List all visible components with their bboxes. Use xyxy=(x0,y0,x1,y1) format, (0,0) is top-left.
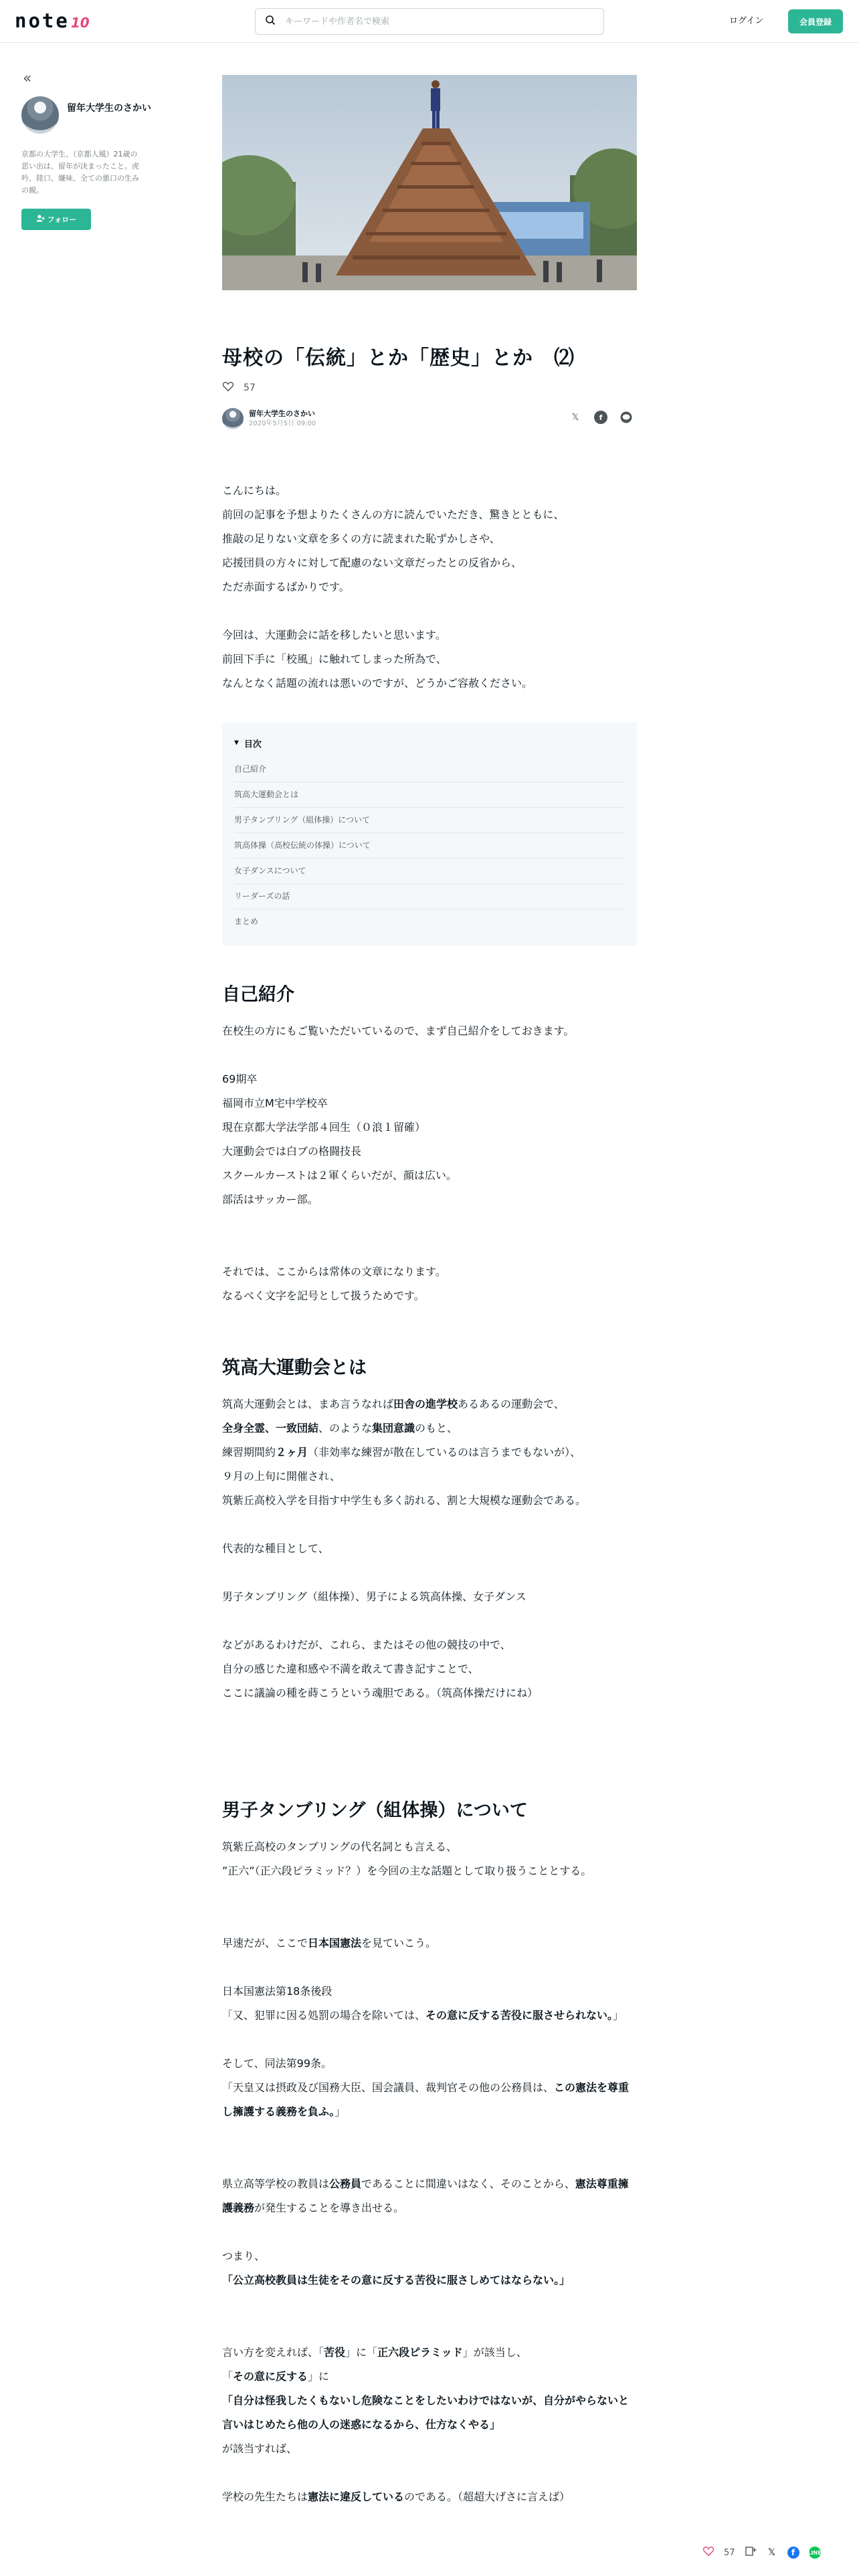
text-line: 69期卒 xyxy=(222,1073,258,1085)
toc-item[interactable]: 自己紹介 xyxy=(234,757,625,782)
text-line: 学校の先生たちは憲法に違反しているのである。（超超大げさに言えば） xyxy=(222,2490,571,2503)
text-line: 筑高大運動会とは、まあ言うなれば田舎の進学校あるあるの運動会で、 xyxy=(222,1398,565,1410)
search-icon xyxy=(265,15,276,28)
text-line: 「公立高校教員は生徒をその意に反する苦役に服さしめてはならない。」 xyxy=(222,2274,571,2286)
author-name[interactable]: 留年大学生のさかい xyxy=(249,409,315,418)
text-line: 言い方を変えれば、「苦役」に「正六段ピラミッド」が該当し、 xyxy=(222,2346,527,2359)
text-line: 部活はサッカー部。 xyxy=(222,1193,318,1206)
text-line: ただ赤面するばかりです。 xyxy=(222,580,350,593)
text-line: 在校生の方にもご覧いただいているので、まず自己紹介をしておきます。 xyxy=(222,1025,575,1037)
intro-paragraph xyxy=(222,479,637,695)
text-line: 「天皇又は摂政及び国務大臣、国会議員、裁判官その他の公務員は、この憲法を尊重し擁護する義務を負ふ。」 xyxy=(222,2081,630,2118)
text-line xyxy=(222,1236,637,1260)
like-count[interactable]: 57 xyxy=(244,383,256,393)
text-line xyxy=(222,1043,637,1067)
text-line: 現在京都大学法学部４回生（０浪１留確） xyxy=(222,1121,426,1134)
text-line: 筑紫丘高校のタンブリングの代名詞とも言える、 xyxy=(222,1840,458,1853)
text-line: 代表的な種目として、 xyxy=(222,1542,329,1555)
float-like-count[interactable]: 57 xyxy=(724,2547,735,2558)
text-line: が該当すれば、 xyxy=(222,2442,298,2455)
text-line: 県立高等学校の教員は公務員であることに間違いはなく、そのことから、憲法尊重擁護義務が発生することを導き出せる。 xyxy=(222,2177,629,2214)
publish-date: 2020年5月5日 09:00 xyxy=(249,420,316,427)
text-line: こんにちは。 xyxy=(222,484,287,497)
text-line: 応援団員の方々に対して配慮のない文章だったとの反省から、 xyxy=(222,556,522,569)
facebook-share-icon[interactable]: f xyxy=(594,411,607,424)
toc-item[interactable]: まとめ xyxy=(234,917,259,926)
search-input[interactable] xyxy=(285,17,579,27)
text-line: 「その意に反する」に xyxy=(222,2370,330,2383)
creator-bio: 京都の大学生。（京都人風）21歳の思い出は、留年が決まったこと。虎吟、陸口、嫌味、全ての悪口の生みの親。 xyxy=(21,150,139,195)
login-link[interactable]: ログイン xyxy=(729,16,764,26)
sports-day-body xyxy=(222,1392,637,1705)
search-box[interactable] xyxy=(255,8,604,35)
signup-button[interactable]: 会員登録 xyxy=(788,9,843,33)
text-line xyxy=(222,1212,637,1236)
text-line: などがあるわけだが、これら、またはその他の競技の中で、 xyxy=(222,1638,511,1651)
section-heading-tumbling: 男子タンブリング（組体操）について xyxy=(222,1800,528,1821)
heart-icon[interactable] xyxy=(222,381,244,395)
note-logo[interactable]: note 10 xyxy=(15,9,90,32)
floating-action-bar xyxy=(702,2545,821,2560)
text-line: それでは、ここからは常体の文章になります。 xyxy=(222,1265,446,1278)
follow-button[interactable] xyxy=(21,209,91,230)
text-line: 今回は、大運動会に話を移したいと思います。 xyxy=(222,629,446,641)
creator-profile xyxy=(21,96,155,134)
text-line: 男子タンブリング（組体操）、男子による筑高体操、女子ダンス xyxy=(222,1590,527,1603)
text-line: 「又、犯罪に因る処罰の場合を除いては、その意に反する苦役に服させられない。」 xyxy=(222,2009,624,2022)
avatar[interactable] xyxy=(21,96,59,134)
text-line: 大運動会では白ブの格闘技長 xyxy=(222,1145,362,1158)
toc-title: 目次 xyxy=(244,739,262,750)
article xyxy=(222,75,637,2509)
table-of-contents xyxy=(222,722,637,946)
toc-item[interactable]: リーダーズの話 xyxy=(234,884,625,909)
text-line: 前回下手に「校風」に触れてしまった所為で、 xyxy=(222,653,447,665)
author-avatar[interactable] xyxy=(222,408,244,429)
hero-image xyxy=(222,75,637,290)
text-line: 「自分は怪我したくもないし危険なことをしたいわけではないが、自分がやらないと言いはじめたら他の人の迷惑になるから、仕方なくやる」 xyxy=(222,2394,630,2431)
add-user-icon xyxy=(36,215,45,224)
article-title: 母校の「伝統」とか「歴史」とか ⑵ xyxy=(222,346,575,370)
float-facebook-share-icon[interactable]: f xyxy=(787,2547,799,2559)
text-line: そして、同法第99条。 xyxy=(222,2057,332,2070)
text-line: 自分の感じた違和感や不満を敢えて書き記すことで、 xyxy=(222,1662,479,1675)
float-x-share-icon[interactable]: 𝕏 xyxy=(767,2547,776,2558)
float-heart-icon[interactable] xyxy=(702,2545,714,2560)
toc-item[interactable]: 筑高大運動会とは xyxy=(234,782,625,808)
x-share-icon[interactable]: 𝕏 xyxy=(571,412,579,423)
section-heading-sports-day: 筑高大運動会とは xyxy=(222,1358,367,1378)
line-share-icon[interactable] xyxy=(619,411,633,424)
text-line: 筑紫丘高校入学を目指す中学生も多く訪れる、割と大規模な運動会である。 xyxy=(222,1494,587,1507)
collapse-sidebar-icon[interactable]: « xyxy=(23,70,32,87)
toc-toggle[interactable] xyxy=(234,734,625,752)
text-line: ”正六”（正六段ピラミッド？）を今回の主な話題として取り扱うこととする。 xyxy=(222,1864,592,1877)
float-line-share-icon[interactable]: LINE xyxy=(809,2547,821,2559)
creator-sidebar xyxy=(21,72,155,230)
caret-down-icon: ▼ xyxy=(234,740,239,746)
byline xyxy=(222,405,637,432)
creator-name[interactable]: 留年大学生のさかい xyxy=(67,103,151,114)
text-line: 早速だが、ここで日本国憲法を見ていこう。 xyxy=(222,1937,437,1949)
follow-label: フォロー xyxy=(47,215,77,224)
text-line xyxy=(222,599,637,623)
top-header xyxy=(0,0,859,43)
text-line: 練習期間約２ヶ月（非効率な練習が散在しているのは言うまでもないが）、 xyxy=(222,1446,581,1459)
anniversary-badge: 10 xyxy=(70,15,90,31)
text-line: 前回の記事を予想よりたくさんの方に読んでいただき、驚きとともに、 xyxy=(222,508,565,521)
text-line: 全身全霊、一致団結、のような集団意識のもと、 xyxy=(222,1422,458,1434)
text-line: つまり、 xyxy=(222,2250,266,2262)
text-line: ここに議論の種を蒔こうという魂胆である。（筑高体操だけにね） xyxy=(222,1687,539,1699)
text-line: ９月の上旬に開催され、 xyxy=(222,1470,341,1483)
text-line: スクールカーストは２軍くらいだが、顔は広い。 xyxy=(222,1169,457,1182)
share-buttons xyxy=(569,411,633,424)
text-line: 推敲の足りない文章を多くの方に読まれた恥ずかしさや、 xyxy=(222,532,500,545)
section-heading-self-intro: 自己紹介 xyxy=(222,984,294,1005)
toc-item[interactable]: 筑高体操（高校伝統の体操）について xyxy=(234,833,625,859)
tumbling-body xyxy=(222,1835,637,2509)
self-intro-body xyxy=(222,1019,637,1308)
text-line: 日本国憲法第18条後段 xyxy=(222,1985,332,1998)
text-line: なんとなく話題の流れは悪いのですが、どうかご容赦ください。 xyxy=(222,677,533,689)
toc-item[interactable]: 男子タンブリング（組体操）について xyxy=(234,808,625,833)
toc-item[interactable]: 女子ダンスについて xyxy=(234,859,625,884)
text-line: 福岡市立M宅中学校卒 xyxy=(222,1097,328,1109)
magazine-add-icon[interactable] xyxy=(745,2545,757,2560)
like-area xyxy=(222,381,637,395)
text-line: なるべく文字を記号として扱うためです。 xyxy=(222,1289,425,1302)
